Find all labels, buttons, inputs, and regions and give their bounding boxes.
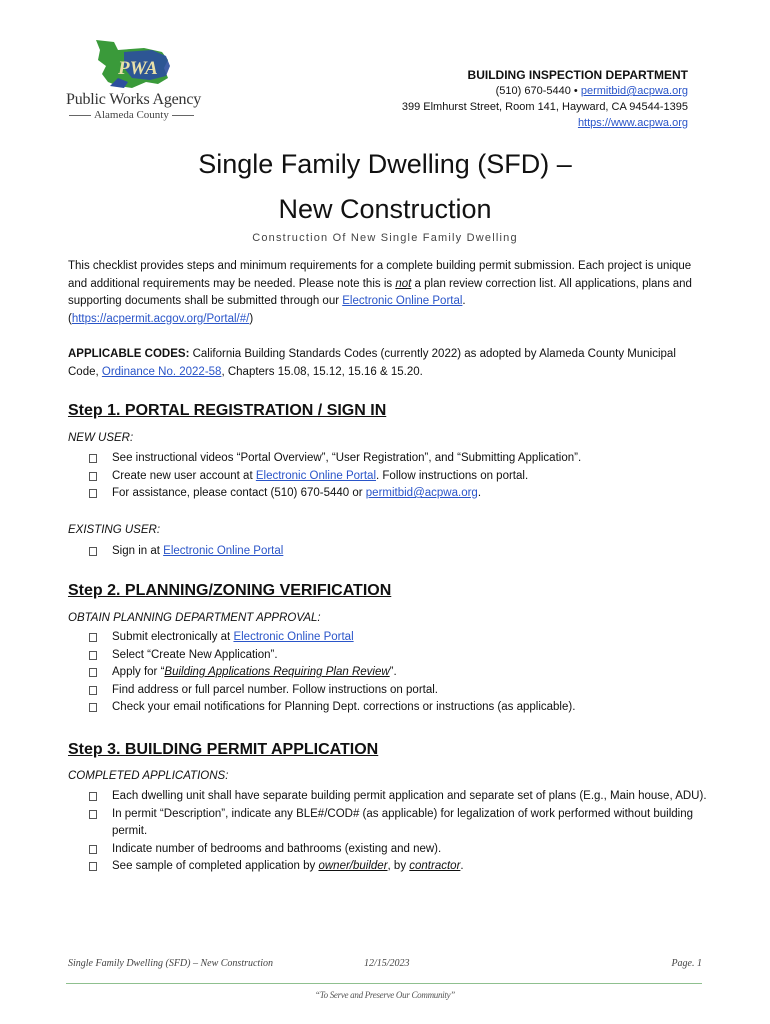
checkbox[interactable] [89, 547, 97, 556]
plan-review-link[interactable]: Building Applications Requiring Plan Review [164, 666, 390, 678]
item-text: Sign in at [112, 545, 164, 557]
checklist-item [68, 682, 708, 700]
checklist-item [68, 629, 708, 647]
email-link[interactable]: permitbid@acpwa.org [580, 85, 688, 97]
checkbox[interactable] [89, 668, 97, 677]
item-text: . [477, 487, 482, 499]
intro-text: . [462, 295, 466, 307]
checkbox[interactable] [89, 454, 97, 463]
checkbox[interactable] [89, 686, 97, 695]
item-text: Submit electronically at [112, 631, 234, 643]
item-text: See instructional videos “Portal Overview”, “User Registration”, and “Submitting Application”. [112, 452, 582, 464]
item-text: See sample of completed application by [112, 860, 319, 872]
title-line-1: Single Family Dwelling (SFD) – [198, 149, 572, 179]
checkbox[interactable] [89, 651, 97, 660]
logo-subtitle [66, 109, 197, 121]
checkbox[interactable] [89, 810, 97, 819]
item-text: ”. [389, 666, 397, 678]
item-text: Select “Create New Application”. [112, 648, 278, 661]
checklist-item [68, 647, 708, 665]
intro-not: not [395, 277, 412, 290]
checklist-item [68, 841, 708, 859]
contractor-link[interactable]: contractor [409, 860, 461, 872]
item-text: , by [387, 860, 410, 872]
step3-heading [68, 740, 378, 760]
step1-heading-text: Step 1. PORTAL REGISTRATION / SIGN IN [68, 402, 387, 419]
planning-approval-label: OBTAIN PLANNING DEPARTMENT APPROVAL: [68, 612, 321, 624]
item-text: Each dwelling unit shall have separate building permit application and separate set of plans (E.g., Main house, ADU). [112, 790, 707, 802]
intro-text: a plan review correction list. All applications, plans and supporting documents shall be submitted through our [68, 277, 692, 307]
checklist-item [68, 699, 708, 717]
intro-text: This checklist provides steps and minimum requirements for a complete building permit submission. Each project is unique and additional requirements may be needed. Please note this is [68, 260, 692, 290]
checkbox[interactable] [89, 862, 97, 871]
checkbox[interactable] [89, 703, 97, 712]
page-subtitle: Construction Of New Single Family Dwelling [252, 232, 518, 244]
contact-line [402, 83, 688, 99]
codes-text: California Building Standards Codes (currently 2022) as adopted by Alameda County Municipal Code, [68, 348, 676, 378]
item-text: Check your email notifications for Planning Dept. corrections or instructions (as applicable). [112, 701, 576, 713]
page-title [0, 144, 770, 229]
checklist-item [68, 664, 708, 682]
checkbox[interactable] [89, 489, 97, 498]
codes-label: APPLICABLE CODES: [68, 348, 190, 360]
step3-heading-text: Step 3. BUILDING PERMIT APPLICATION [68, 741, 379, 758]
footer-page-number: Page. 1 [671, 958, 702, 969]
step2-list [68, 629, 708, 717]
step2-heading [68, 581, 391, 601]
department-name: BUILDING INSPECTION DEPARTMENT [467, 68, 688, 82]
email-link[interactable]: permitbid@acpwa.org [365, 487, 478, 499]
checkbox[interactable] [89, 792, 97, 801]
existing-user-label: EXISTING USER: [68, 524, 161, 536]
footer-motto: “To Serve and Preserve Our Community” [315, 990, 455, 1000]
applicable-codes [68, 346, 700, 381]
checkbox[interactable] [89, 633, 97, 642]
codes-text: , Chapters 15.08, 15.12, 15.16 & 15.20. [221, 365, 423, 378]
item-text: For assistance, please contact (510) 670-5440 or [112, 487, 366, 499]
checkbox[interactable] [89, 845, 97, 854]
footer-doc-title: Single Family Dwelling (SFD) – New Construction [68, 958, 273, 969]
logo-subtitle-text: Alameda County [94, 109, 169, 121]
ordinance-link[interactable]: Ordinance No. 2022-58 [101, 365, 222, 378]
checklist-item [68, 450, 708, 468]
item-text: Indicate number of bedrooms and bathrooms (existing and new). [112, 842, 442, 855]
step1-existing-user-list [68, 543, 708, 561]
new-user-label: NEW USER: [68, 432, 134, 444]
portal-link[interactable]: Electronic Online Portal [255, 469, 377, 482]
website-link[interactable]: https://www.acpwa.org [577, 117, 688, 129]
footer-divider [66, 983, 702, 984]
logo-name: Public Works Agency [66, 91, 202, 108]
portal-link[interactable]: Electronic Online Portal [342, 295, 463, 307]
phone: (510) 670-5440 • [495, 85, 578, 97]
intro-text: ( [68, 312, 72, 325]
title-line-2: New Construction [278, 194, 492, 224]
logo-mark: PWA [118, 58, 158, 79]
checklist-item [68, 788, 708, 806]
checkbox[interactable] [89, 472, 97, 481]
owner-builder-link[interactable]: owner/builder [318, 860, 388, 872]
portal-url-link[interactable]: https://acpermit.acgov.org/Portal/#/ [71, 312, 250, 325]
step1-new-user-list [68, 450, 708, 503]
step2-heading-text: Step 2. PLANNING/ZONING VERIFICATION [68, 582, 392, 599]
checklist-item [68, 468, 708, 486]
item-text: Create new user account at [112, 469, 256, 482]
step1-heading [68, 401, 386, 421]
address: 399 Elmhurst Street, Room 141, Hayward, CA 94544-1395 [401, 101, 688, 113]
item-text: In permit “Description”, indicate any BLE#/COD# (as applicable) for legalization of work performed without building permit. [112, 807, 694, 837]
item-text: . [460, 860, 464, 872]
portal-link[interactable]: Electronic Online Portal [233, 631, 354, 643]
checklist-item [68, 543, 708, 561]
checklist-item [68, 858, 708, 876]
item-text: . Follow instructions on portal. [376, 469, 529, 482]
completed-applications-label: COMPLETED APPLICATIONS: [68, 770, 229, 782]
intro-text: ) [249, 312, 254, 325]
checklist-item [68, 485, 708, 503]
footer-date: 12/15/2023 [364, 958, 410, 969]
department-header [402, 67, 688, 131]
checklist-item [68, 806, 708, 841]
intro-paragraph [68, 258, 700, 328]
item-text: Find address or full parcel number. Follow instructions on portal. [112, 683, 438, 696]
portal-link[interactable]: Electronic Online Portal [163, 545, 284, 557]
step3-list [68, 788, 708, 876]
item-text: Apply for “ [112, 666, 165, 678]
